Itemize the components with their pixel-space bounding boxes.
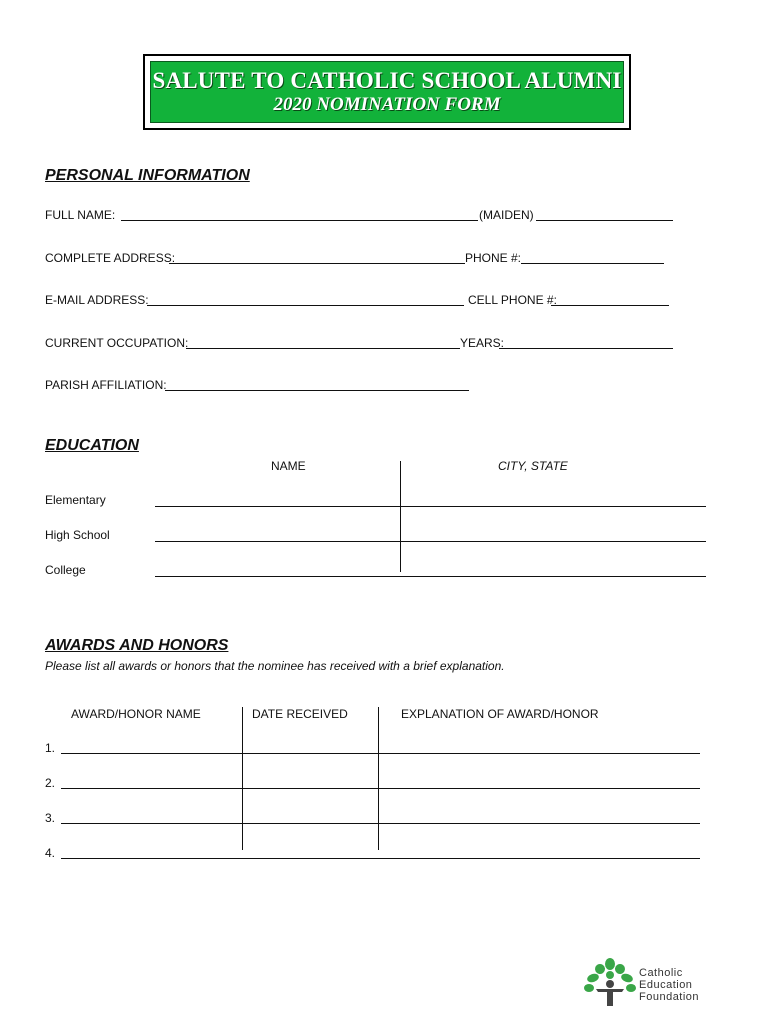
cell-phone-label: CELL PHONE #:	[468, 293, 557, 307]
occupation-label: CURRENT OCCUPATION:	[45, 336, 189, 350]
awards-heading: AWARDS AND HONORS	[45, 637, 229, 654]
logo-line-3: Foundation	[639, 991, 700, 1003]
logo-line-2: Education	[639, 979, 693, 991]
logo-wordmark	[639, 967, 699, 1003]
cell-phone-field[interactable]	[551, 305, 669, 306]
form-title: SALUTE TO CATHOLIC SCHOOL ALUMNI	[152, 68, 622, 93]
award-row-1-field[interactable]	[61, 753, 700, 754]
education-row-label: High School	[45, 528, 110, 542]
parish-label: PARISH AFFILIATION:	[45, 378, 167, 392]
awards-col-explanation: EXPLANATION OF AWARD/HONOR	[401, 707, 599, 721]
awards-col-date: DATE RECEIVED	[252, 707, 348, 721]
occupation-field[interactable]	[186, 348, 460, 349]
title-banner	[143, 54, 631, 130]
maiden-field[interactable]	[536, 220, 673, 221]
tree-logo-icon	[584, 958, 636, 1008]
years-label: YEARS:	[460, 336, 505, 350]
parish-field[interactable]	[165, 390, 469, 391]
award-row-4-field[interactable]	[61, 858, 700, 859]
maiden-label: (MAIDEN)	[479, 208, 534, 222]
education-row-label: College	[45, 563, 86, 577]
award-row-number: 4.	[45, 846, 56, 860]
full-name-field[interactable]	[121, 220, 478, 221]
award-row-number: 3.	[45, 811, 56, 825]
awards-instructions: Please list all awards or honors that the nominee has received with a brief explanation.	[45, 659, 505, 673]
awards-divider-2	[378, 707, 379, 850]
phone-field[interactable]	[521, 263, 664, 264]
education-row-label: Elementary	[45, 493, 106, 507]
college-field[interactable]	[155, 576, 706, 577]
personal-info-heading: PERSONAL INFORMATION	[45, 167, 250, 184]
phone-label: PHONE #:	[465, 251, 522, 265]
awards-divider-1	[242, 707, 243, 850]
award-row-3-field[interactable]	[61, 823, 700, 824]
address-label: COMPLETE ADDRESS:	[45, 251, 176, 265]
award-row-2-field[interactable]	[61, 788, 700, 789]
elementary-field[interactable]	[155, 506, 706, 507]
education-col-name: NAME	[271, 459, 306, 473]
education-col-city: CITY, STATE	[498, 459, 568, 473]
address-field[interactable]	[169, 263, 465, 264]
awards-col-name: AWARD/HONOR NAME	[71, 707, 201, 721]
email-field[interactable]	[147, 305, 464, 306]
education-column-divider	[400, 461, 401, 572]
award-row-number: 2.	[45, 776, 56, 790]
years-field[interactable]	[499, 348, 673, 349]
form-subtitle: 2020 NOMINATION FORM	[273, 94, 501, 115]
title-banner-fill	[150, 61, 624, 123]
logo-line-1: Catholic	[639, 967, 683, 979]
full-name-label: FULL NAME:	[45, 208, 116, 222]
education-heading: EDUCATION	[45, 437, 139, 454]
award-row-number: 1.	[45, 741, 56, 755]
high-school-field[interactable]	[155, 541, 706, 542]
email-label: E-MAIL ADDRESS:	[45, 293, 149, 307]
